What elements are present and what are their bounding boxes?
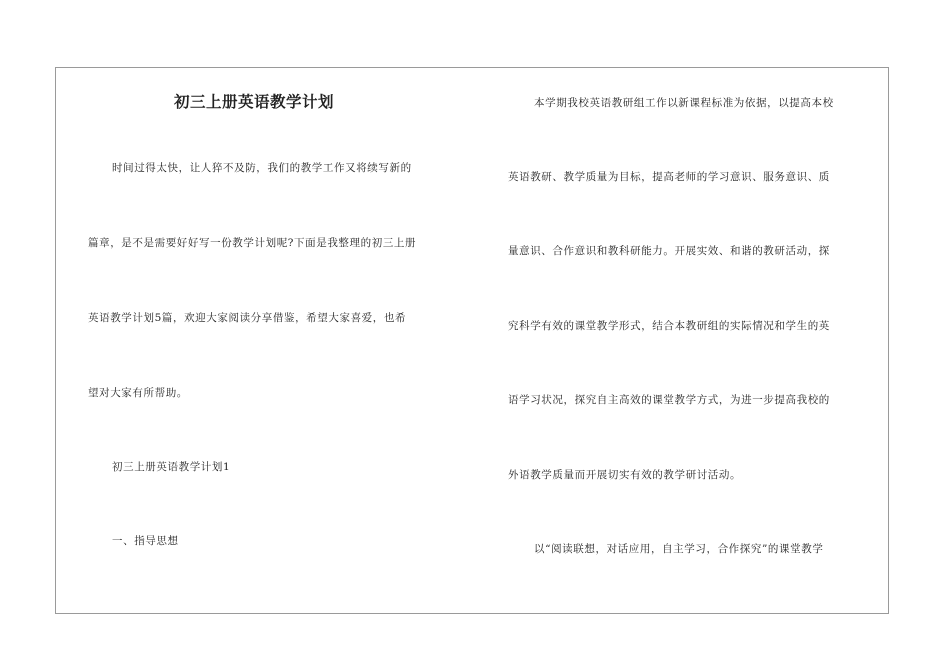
paragraph-line: 量意识、合作意识和教科研能力。开展实效、和谐的教研活动，探 [508, 245, 830, 257]
paragraph-line: 外语教学质量而开展切实有效的教学研讨活动。 [508, 469, 742, 481]
paragraph-line: 本学期我校英语教研组工作以新课程标准为依据，以提高本校 [534, 97, 834, 109]
section-heading: 初三上册英语教学计划1 [112, 461, 231, 473]
paragraph-line: 语学习状况，探究自主高效的课堂教学方式，为进一步提高我校的 [508, 394, 830, 406]
paragraph-line: 篇章，是不是需要好好写一份教学计划呢?下面是我整理的初三上册 [88, 237, 417, 249]
paragraph-line: 以“阅读联想，对话应用，自主学习，合作探究”的课堂教学 [534, 543, 824, 555]
document-page [55, 67, 889, 614]
paragraph-line: 究科学有效的课堂教学形式，结合本教研组的实际情况和学生的英 [508, 320, 830, 332]
paragraph-line: 英语教研、教学质量为目标，提高老师的学习意识、服务意识、质 [508, 171, 830, 183]
document-title: 初三上册英语教学计划 [174, 92, 335, 111]
paragraph-line: 望对大家有所帮助。 [88, 387, 188, 399]
paragraph-line: 英语教学计划5篇，欢迎大家阅读分享借鉴，希望大家喜爱，也希 [88, 312, 407, 324]
subsection-heading: 一、指导思想 [112, 535, 179, 547]
paragraph-line: 时间过得太快，让人猝不及防，我们的教学工作又将续写新的 [112, 162, 412, 174]
